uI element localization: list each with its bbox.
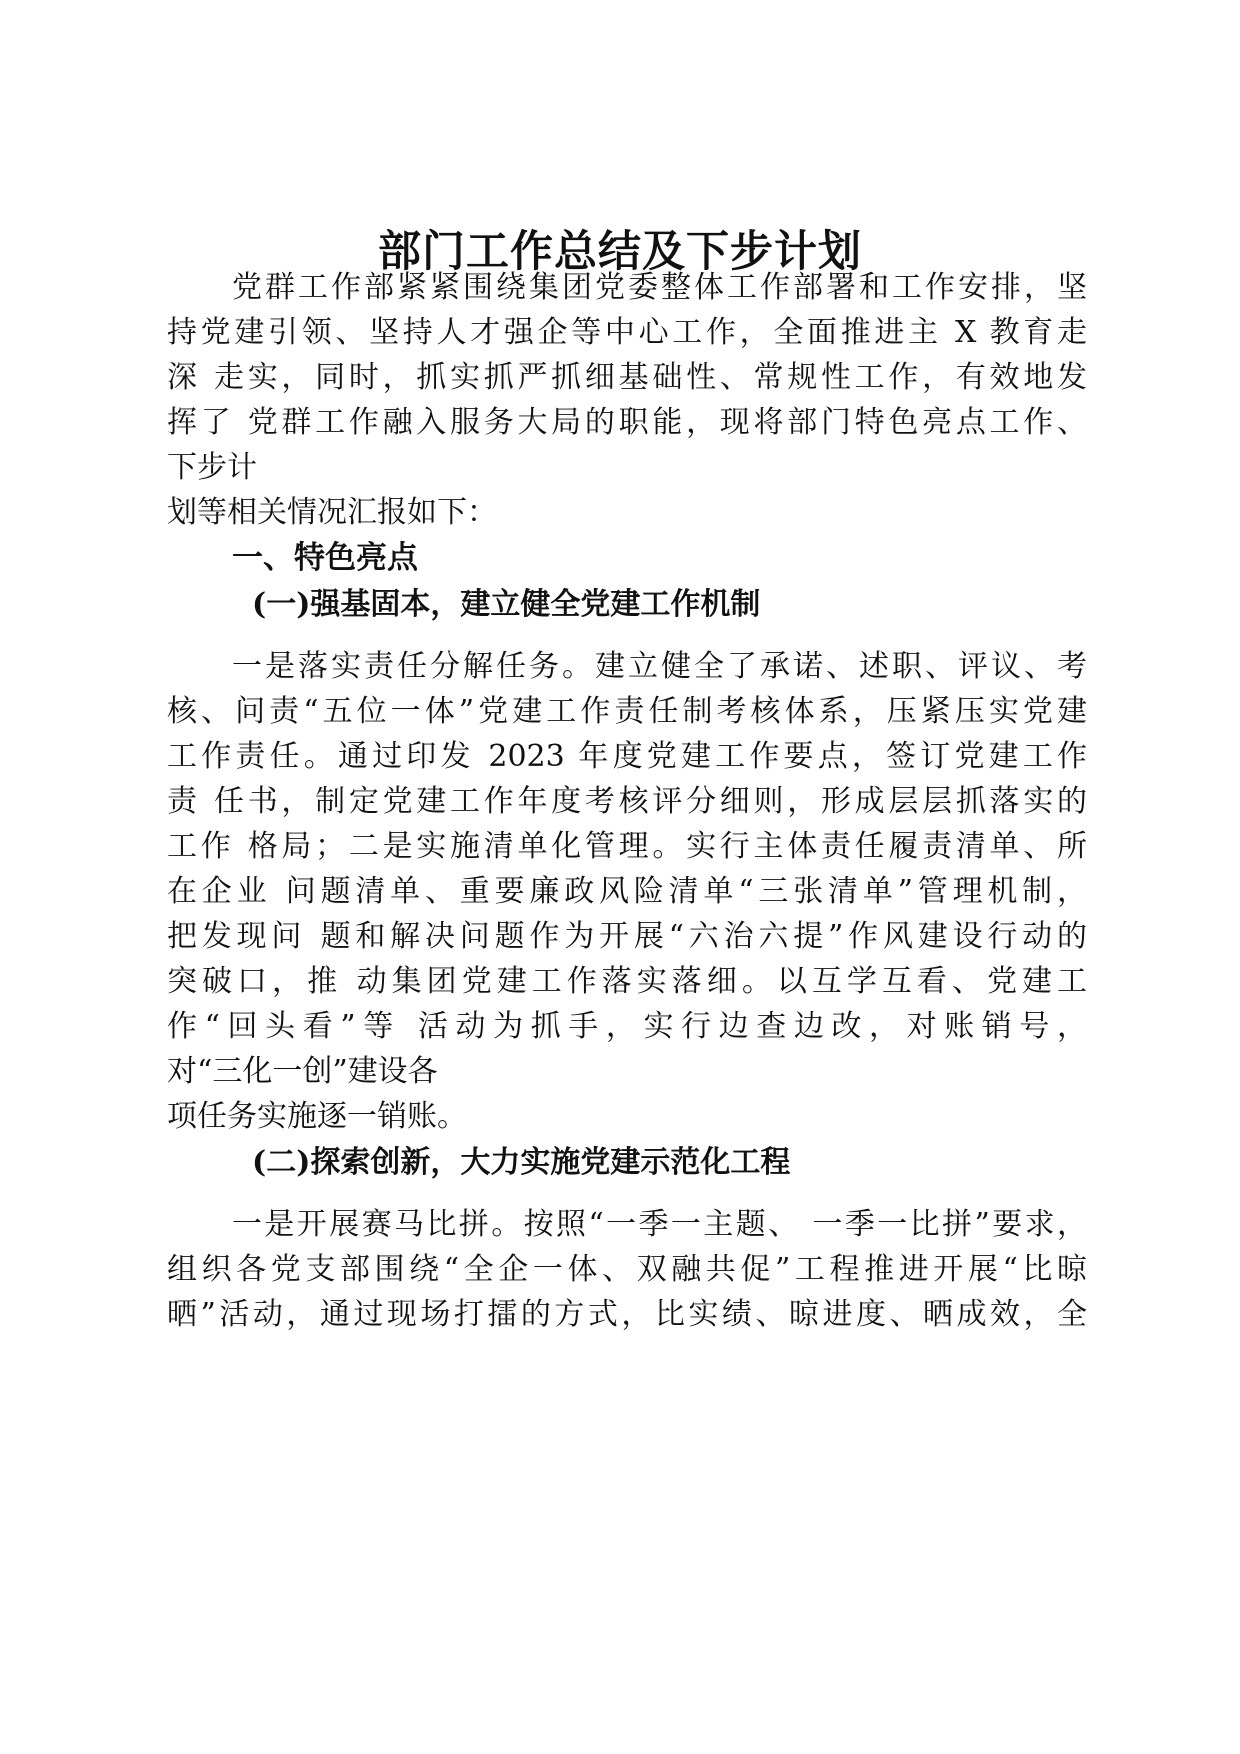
intro-line-6: 划等相关情况汇报如下： xyxy=(167,495,497,530)
sub1-line-10: 对“三化一创”建设各 xyxy=(167,1054,438,1089)
sub1-line-8: 突破口，推 动集团党建工作落实落细。以互学互看、党建工 xyxy=(167,964,1087,999)
sub1-line-4: 责 任书，制定党建工作年度考核评分细则，形成层层抓落实的 xyxy=(167,784,1087,819)
sub1-line-7: 把发现问 题和解决问题作为开展“六治六提”作风建设行动的 xyxy=(167,919,1087,954)
intro-line-2: 持党建引领、坚持人才强企等中心工作，全面推进主 X 教育走 xyxy=(167,315,1087,350)
sub1-line-5: 工作 格局；二是实施清单化管理。实行主体责任履责清单、所 xyxy=(167,829,1087,864)
sub1-line-6: 在企业 问题清单、重要廉政风险清单“三张清单”管理机制， xyxy=(167,874,1087,909)
sub2-line-1: 一是开展赛马比拼。按照“一季一主题、 一季一比拼”要求， xyxy=(232,1207,1087,1242)
sub2-line-3: 晒”活动，通过现场打擂的方式，比实绩、晾进度、晒成效，全 xyxy=(167,1297,1087,1332)
sub1-line-2: 核、问责“五位一体”党建工作责任制考核体系，压紧压实党建 xyxy=(167,694,1087,729)
sub1-line-3: 工作责任。通过印发 2023 年度党建工作要点，签订党建工作 xyxy=(167,739,1087,774)
subsection-heading-2: (二)探索创新，大力实施党建示范化工程 xyxy=(252,1145,791,1180)
section-heading-1: 一、特色亮点 xyxy=(232,540,418,576)
subsection-heading-1: (一)强基固本，建立健全党建工作机制 xyxy=(252,587,761,622)
intro-line-3: 深 走实，同时，抓实抓严抓细基础性、常规性工作，有效地发 xyxy=(167,360,1087,395)
sub2-line-2: 组织各党支部围绕“全企一体、双融共促”工程推进开展“比晾 xyxy=(167,1252,1087,1287)
document-title: 部门工作总结及下步计划 xyxy=(378,227,862,277)
intro-line-4: 挥了 党群工作融入服务大局的职能，现将部门特色亮点工作、 xyxy=(167,405,1087,440)
intro-line-1: 党群工作部紧紧围绕集团党委整体工作部署和工作安排，坚 xyxy=(232,270,1087,305)
sub1-line-9: 作“回头看”等 活动为抓手，实行边查边改，对账销号， xyxy=(167,1009,1087,1044)
intro-line-5: 下步计 xyxy=(167,450,257,485)
sub1-line-1: 一是落实责任分解任务。建立健全了承诺、述职、评议、考 xyxy=(232,649,1087,684)
sub1-line-11: 项任务实施逐一销账。 xyxy=(167,1099,467,1134)
